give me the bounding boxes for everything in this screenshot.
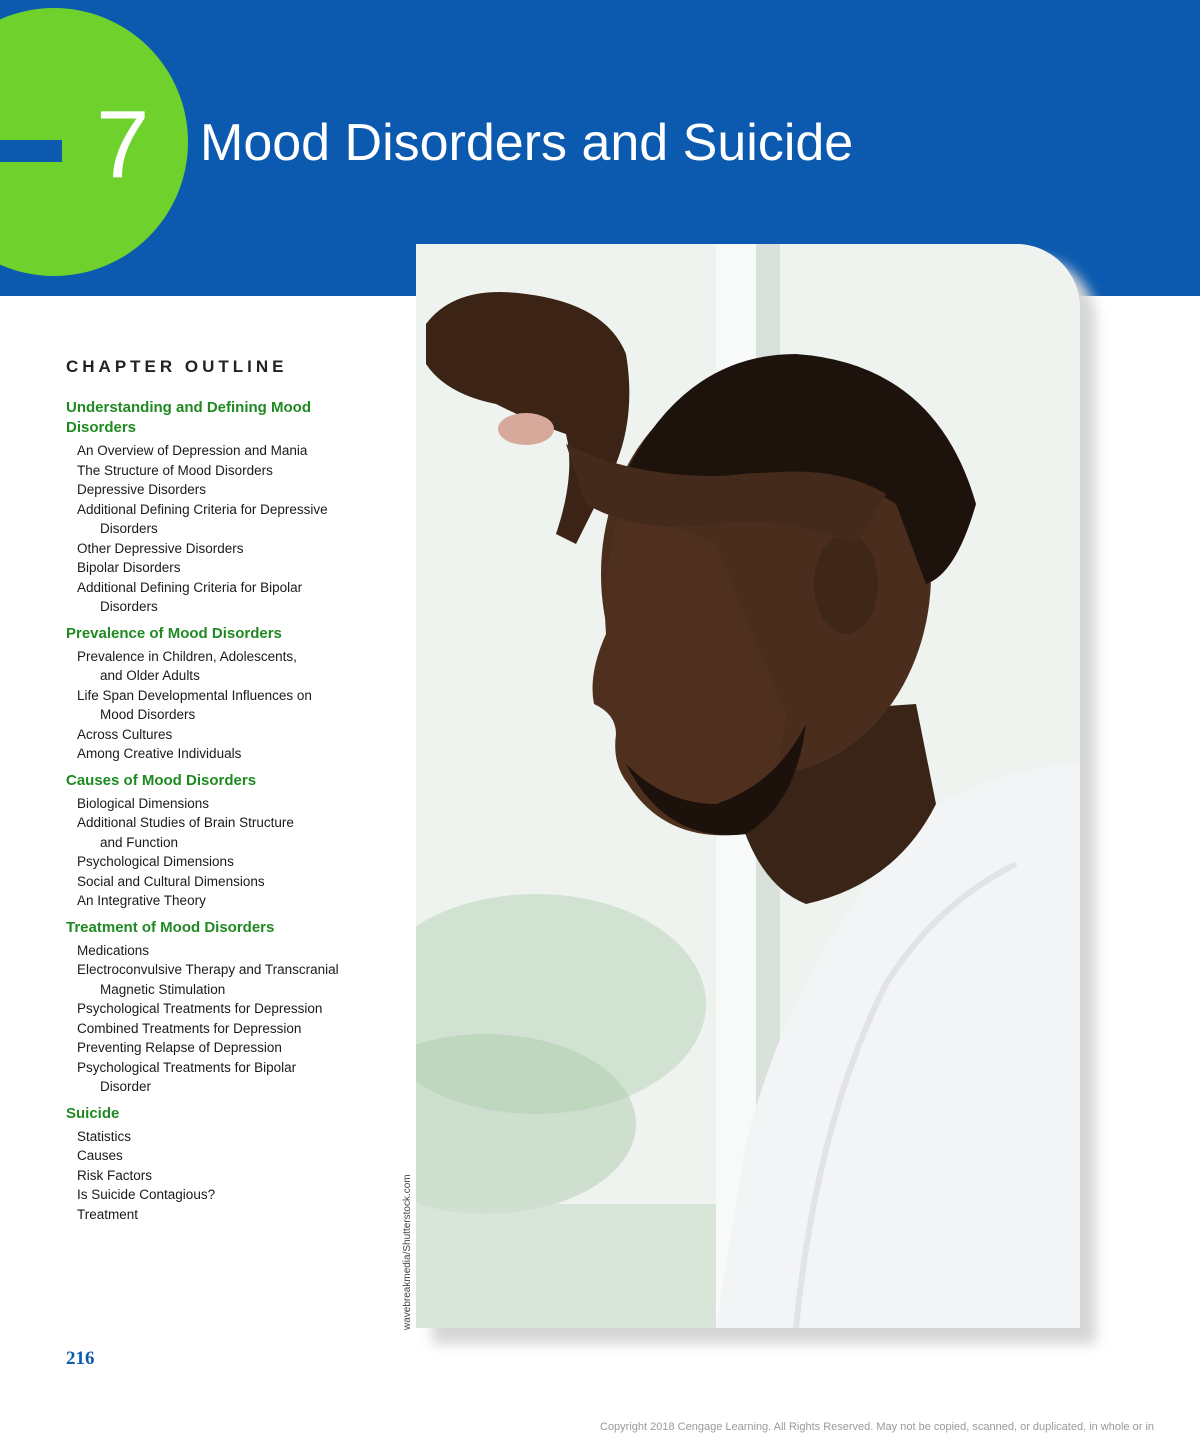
photo-illustration [416,244,1080,1328]
outline-item-continuation: Disorder [100,1079,152,1094]
outline-item [66,500,376,539]
outline-item-text: Causes [77,1148,123,1163]
outline-item-text: Prevalence in Children, Adolescents, [77,648,297,664]
outline-section [66,624,376,764]
photo-credit-text: wavebreakmedia/Shutterstock.com [402,1174,413,1330]
outline-item [66,1019,376,1039]
outline-item [66,558,376,578]
outline-item-text: Social and Cultural Dimensions [77,873,265,889]
photo-credit [392,1174,413,1330]
outline-item-text: Biological Dimensions [77,795,210,811]
outline-item-text: The Structure of Mood Disorders [77,462,273,478]
outline-item-text: An Overview of Depression and Mania [77,443,308,458]
chapter-outline [66,356,376,1231]
outline-item [66,852,376,872]
outline-item-text: Combined Treatments for Depression [77,1020,302,1036]
outline-item [66,480,376,500]
outline-item-text: Is Suicide Contagious? [77,1187,216,1202]
outline-section-title: Understanding and Defining Mood Disorders [66,399,311,436]
outline-item-text: Psychological Treatments for Bipolar [77,1059,297,1075]
outline-item [66,461,376,481]
chapter-photo [416,244,1080,1328]
outline-item-text: Depressive Disorders [77,482,207,497]
outline-section-title: Causes of Mood Disorders [66,771,257,789]
outline-item [66,744,376,764]
outline-item [66,647,376,686]
outline-item-text: Preventing Relapse of Depression [77,1040,282,1055]
outline-item [66,1146,376,1166]
outline-item-text: Risk Factors [77,1167,153,1183]
outline-item-text: Across Cultures [77,726,173,742]
outline-item-text: Psychological Dimensions [77,854,234,869]
outline-item [66,725,376,745]
outline-heading: CHAPTER OUTLINE [66,357,288,376]
outline-item-text: Additional Defining Criteria for Bipolar [77,579,303,595]
outline-item-continuation: Magnetic Stimulation [100,981,226,997]
outline-section [66,918,376,1097]
outline-item [66,441,376,461]
outline-sections [66,398,376,1224]
outline-item [66,1205,376,1225]
outline-item [66,999,376,1019]
outline-item-continuation: Mood Disorders [100,707,196,722]
outline-item [66,794,376,814]
outline-item [66,1038,376,1058]
chapter-number: 7 [96,91,150,198]
outline-section-title: Prevalence of Mood Disorders [66,624,282,642]
outline-item-continuation: Disorders [100,599,158,614]
outline-section-title: Treatment of Mood Disorders [66,918,275,936]
outline-item-text: Additional Defining Criteria for Depressive [77,501,328,517]
outline-item [66,941,376,961]
outline-item [66,960,376,999]
outline-item-text: An Integrative Theory [77,893,206,908]
outline-item-text: Among Creative Individuals [77,746,242,761]
outline-item [66,872,376,892]
outline-item [66,686,376,725]
outline-section-title: Suicide [66,1104,120,1122]
outline-item [66,1127,376,1147]
outline-item-text: Bipolar Disorders [77,560,181,575]
outline-item [66,1185,376,1205]
outline-item-text: Statistics [77,1128,132,1144]
outline-item-text: Psychological Treatments for Depression [77,1001,323,1016]
outline-item-continuation: and Older Adults [100,668,200,683]
outline-item [66,813,376,852]
outline-item-text: Other Depressive Disorders [77,540,244,556]
outline-item [66,578,376,617]
page-number: 216 [66,1348,95,1369]
outline-section [66,398,376,617]
outline-item-text: Life Span Developmental Influences on [77,687,312,703]
outline-item-continuation: Disorders [100,521,158,536]
chapter-title: Mood Disorders and Suicide [200,114,854,172]
outline-section [66,771,376,911]
outline-item [66,1058,376,1097]
outline-item [66,1166,376,1186]
outline-item-text: Medications [77,942,150,958]
outline-item-text: Electroconvulsive Therapy and Transcranial [77,962,339,977]
outline-item [66,539,376,559]
outline-item-continuation: and Function [100,834,179,850]
outline-item-text: Additional Studies of Brain Structure [77,815,294,830]
outline-section [66,1104,376,1225]
chapter-dash-decoration [0,140,62,162]
outline-item-text: Treatment [77,1206,139,1222]
outline-item [66,891,376,911]
copyright-notice: Copyright 2018 Cengage Learning. All Rights Reserved. May not be copied, scanned, or duplicated, in whole or in [600,1421,1155,1433]
